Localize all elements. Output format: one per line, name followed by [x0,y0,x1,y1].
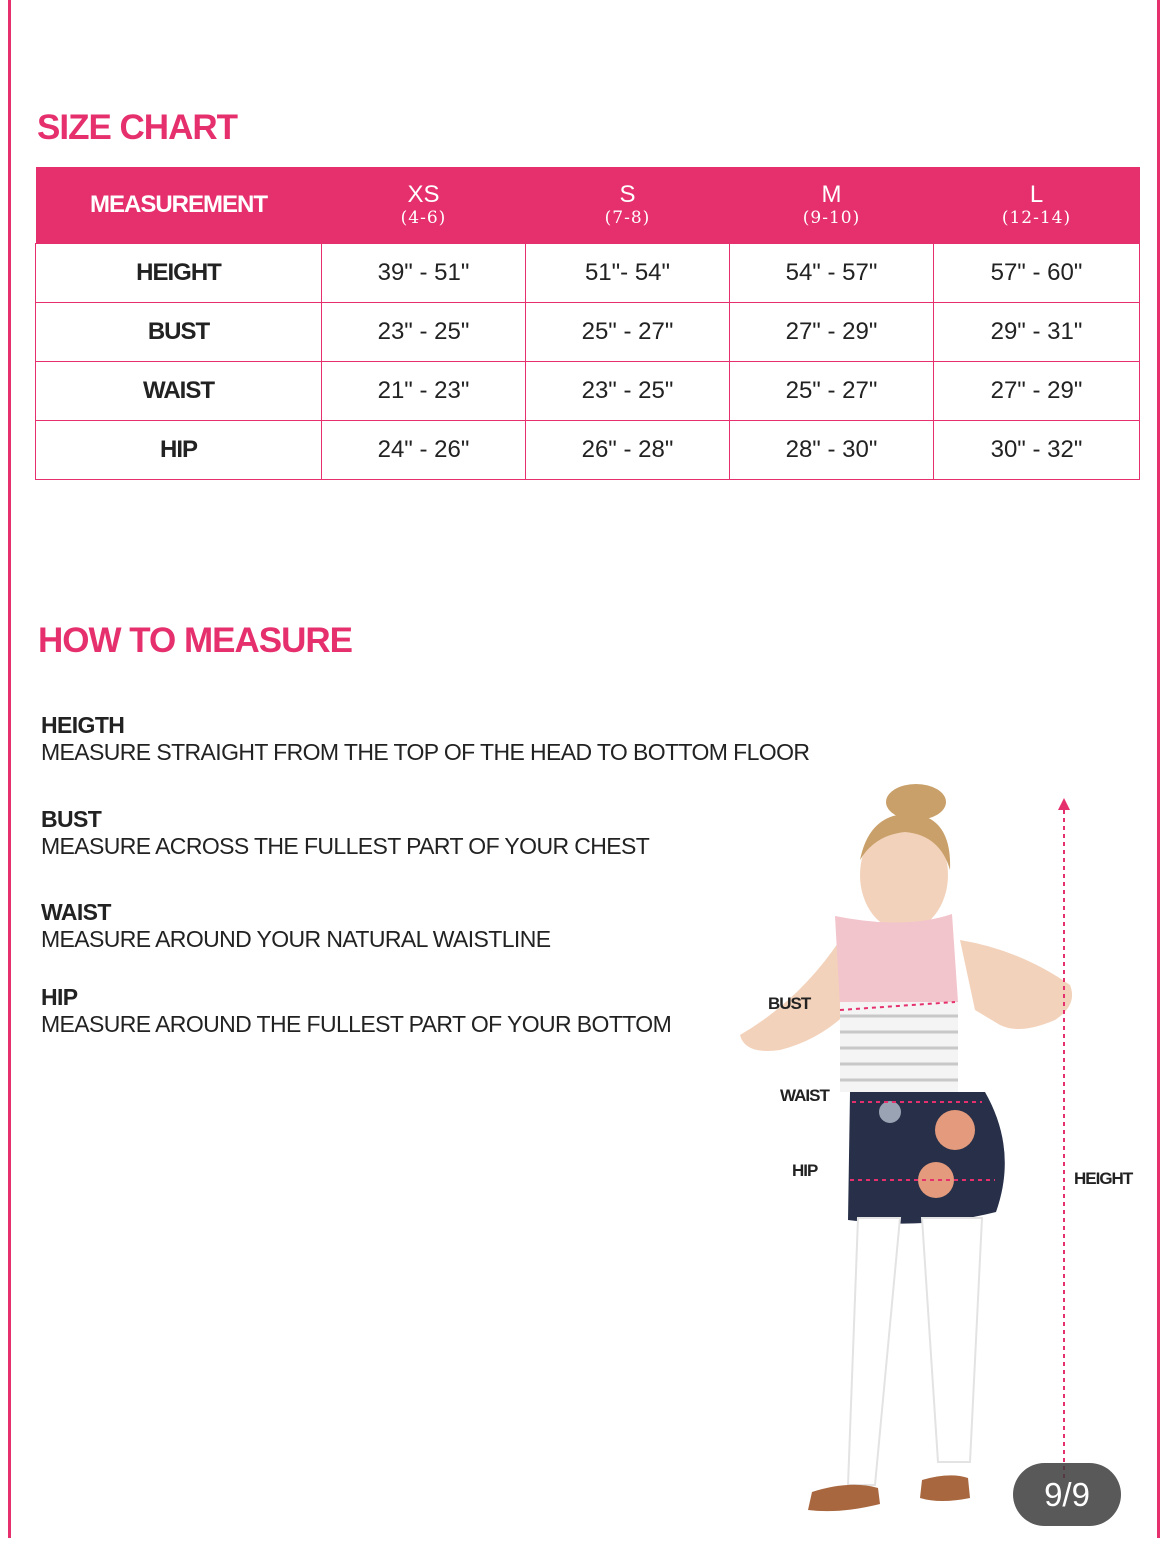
instruction-height [41,712,809,766]
size-range: (4-6) [400,208,447,228]
size-name: S [619,181,636,208]
table-cell: 29" - 31" [934,303,1140,362]
measurement-illustration [700,780,1160,1538]
frame-left-border [8,0,11,1538]
hip-label: HIP [792,1161,818,1180]
row-label: HEIGHT [36,244,322,303]
table-row-hip [36,421,1140,480]
size-header-s [526,167,730,244]
size-name: L [1029,181,1044,208]
size-range: (7-8) [604,208,651,228]
table-cell: 25" - 27" [526,303,730,362]
table-cell: 23" - 25" [322,303,526,362]
instruction-bust [41,806,649,860]
table-cell: 26" - 28" [526,421,730,480]
table-cell: 28" - 30" [730,421,934,480]
size-header-l [934,167,1140,244]
instruction-heading: BUST [41,806,102,832]
table-row-height [36,244,1140,303]
how-to-measure-title: HOW TO MEASURE [38,621,352,660]
table-header-row [36,167,1140,244]
size-name: M [821,181,842,208]
table-cell: 57" - 60" [934,244,1140,303]
instruction-text: MEASURE AROUND THE FULLEST PART OF YOUR BOTTOM [41,1011,672,1037]
waist-label: WAIST [780,1086,829,1105]
table-cell: 39" - 51" [322,244,526,303]
table-cell: 21" - 23" [322,362,526,421]
instruction-heading: WAIST [41,899,111,925]
table-cell: 25" - 27" [730,362,934,421]
bust-label: BUST [768,994,811,1013]
instruction-waist [41,899,550,953]
table-cell: 27" - 29" [730,303,934,362]
row-label: HIP [36,421,322,480]
table-cell: 27" - 29" [934,362,1140,421]
table-cell: 54" - 57" [730,244,934,303]
instruction-text: MEASURE ACROSS THE FULLEST PART OF YOUR CHEST [41,833,650,859]
table-cell: 30" - 32" [934,421,1140,480]
gallery-page-counter: 9/9 [1013,1463,1121,1526]
table-row-bust [36,303,1140,362]
row-label: WAIST [36,362,322,421]
size-chart-table [35,167,1140,480]
row-label: BUST [36,303,322,362]
table-cell: 51"- 54" [526,244,730,303]
size-range: (9-10) [802,208,861,228]
instruction-heading: HEIGTH [41,712,125,738]
table-cell: 23" - 25" [526,362,730,421]
size-chart-title: SIZE CHART [37,108,237,147]
size-header-m [730,167,934,244]
size-range: (12-14) [1001,208,1072,228]
table-row-waist [36,362,1140,421]
instruction-hip [41,984,671,1038]
instruction-text: MEASURE STRAIGHT FROM THE TOP OF THE HEAD TO BOTTOM FLOOR [41,739,810,765]
size-header-xs [322,167,526,244]
height-label: HEIGHT [1074,1169,1133,1188]
table-cell: 24" - 26" [322,421,526,480]
child-figure [700,780,1160,1538]
size-name: XS [407,181,440,208]
instruction-heading: HIP [41,984,78,1010]
instruction-text: MEASURE AROUND YOUR NATURAL WAISTLINE [41,926,551,952]
measurement-header: MEASUREMENT [36,167,322,244]
